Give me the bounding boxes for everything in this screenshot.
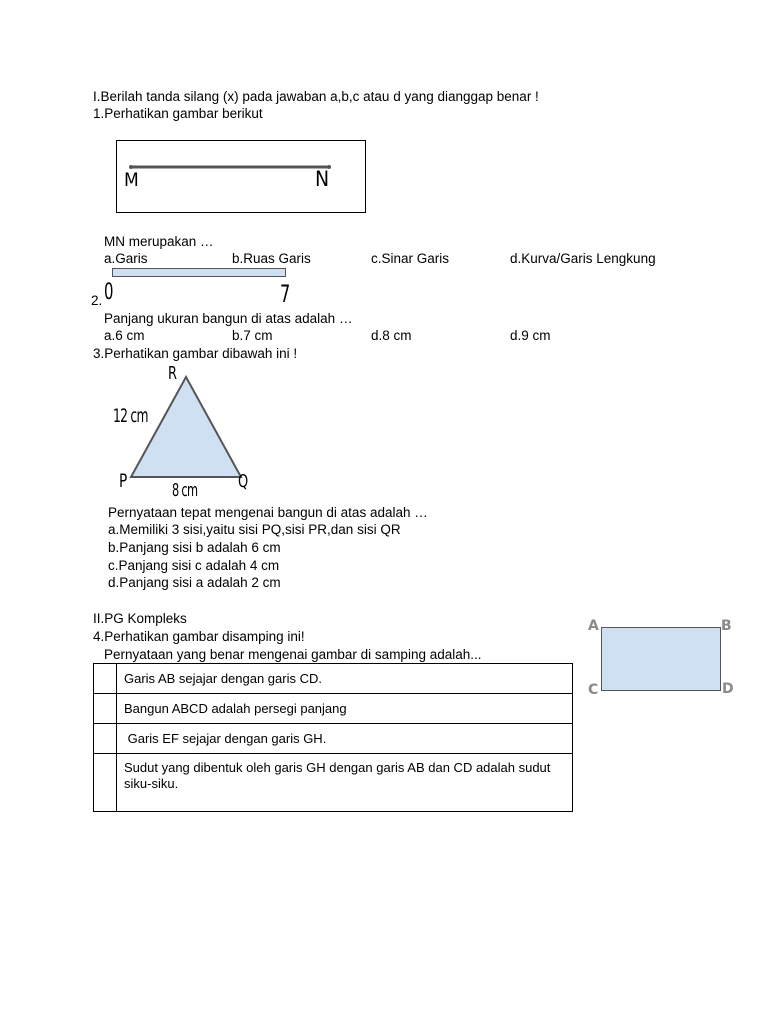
- q4-statement-row: [94, 724, 573, 754]
- q4-question: Pernyataan yang benar mengenai gambar di samping adalah...: [104, 647, 482, 662]
- q4-label-d: D: [722, 681, 734, 697]
- q4-label-c: C: [588, 682, 599, 698]
- q3-option-d[interactable]: d.Panjang sisi a adalah 2 cm: [108, 575, 281, 590]
- q1-option-a[interactable]: a.Garis: [104, 251, 148, 266]
- q3-label-r: R: [168, 363, 177, 384]
- q4-statement-row: [94, 754, 573, 812]
- q4-statement-row: [94, 664, 573, 694]
- q1-question: MN merupakan …: [104, 234, 214, 249]
- q4-checkbox-2[interactable]: [94, 694, 117, 724]
- q4-statement-4: Sudut yang dibentuk oleh garis GH dengan garis AB dan CD adalah sudut siku-siku.: [117, 754, 573, 812]
- q4-label-b: B: [721, 618, 732, 634]
- q2-option-a[interactable]: a.6 cm: [104, 328, 145, 343]
- q3-prompt: 3.Perhatikan gambar dibawah ini !: [93, 346, 298, 361]
- q1-option-b[interactable]: b.Ruas Garis: [232, 251, 311, 266]
- q4-prompt: 4.Perhatikan gambar disamping ini!: [93, 629, 305, 644]
- q4-statement-row: [94, 694, 573, 724]
- q1-label-n: N: [315, 167, 330, 191]
- q4-statement-2: Bangun ABCD adalah persegi panjang: [117, 694, 573, 724]
- q2-option-c[interactable]: d.8 cm: [371, 328, 412, 343]
- q1-line-segment: [117, 141, 367, 214]
- q4-rectangle-abcd: [601, 627, 721, 691]
- q3-side-pq-length: 8 cm: [172, 480, 198, 501]
- q1-option-d[interactable]: d.Kurva/Garis Lengkung: [510, 251, 656, 266]
- q2-option-b[interactable]: b.7 cm: [232, 328, 273, 343]
- q4-statement-table: [93, 663, 573, 812]
- q4-checkbox-3[interactable]: [94, 724, 117, 754]
- q4-checkbox-1[interactable]: [94, 664, 117, 694]
- q3-option-b[interactable]: b.Panjang sisi b adalah 6 cm: [108, 540, 281, 555]
- q4-checkbox-4[interactable]: [94, 754, 117, 812]
- q4-label-a: A: [588, 618, 599, 634]
- q1-option-c[interactable]: c.Sinar Garis: [371, 251, 450, 266]
- section-2-heading: II.PG Kompleks: [93, 611, 187, 626]
- q1-figure-box: [116, 140, 366, 213]
- q4-statement-3: Garis EF sejajar dengan garis GH.: [117, 724, 573, 754]
- q2-question: Panjang ukuran bangun di atas adalah …: [104, 311, 353, 326]
- q1-prompt: 1.Perhatikan gambar berikut: [93, 106, 263, 121]
- q3-option-c[interactable]: c.Panjang sisi c adalah 4 cm: [108, 558, 280, 573]
- q2-number: 2.: [91, 293, 103, 308]
- q1-label-m: M: [124, 169, 139, 191]
- q3-question: Pernyataan tepat mengenai bangun di atas adalah …: [108, 505, 428, 520]
- q3-side-pr-length: 12 cm: [113, 405, 148, 427]
- q2-label-end: 7: [280, 280, 291, 308]
- q2-label-start: 0: [104, 280, 114, 305]
- section-1-heading: I.Berilah tanda silang (x) pada jawaban a,b,c atau d yang dianggap benar !: [93, 89, 539, 104]
- q4-statement-1: Garis AB sejajar dengan garis CD.: [117, 664, 573, 694]
- q3-label-p: P: [119, 470, 128, 492]
- q3-option-a[interactable]: a.Memiliki 3 sisi,yaitu sisi PQ,sisi PR,dan sisi QR: [108, 522, 401, 537]
- q3-label-q: Q: [238, 471, 249, 492]
- q2-ruler-bar: [112, 268, 286, 277]
- q2-option-d[interactable]: d.9 cm: [510, 328, 551, 343]
